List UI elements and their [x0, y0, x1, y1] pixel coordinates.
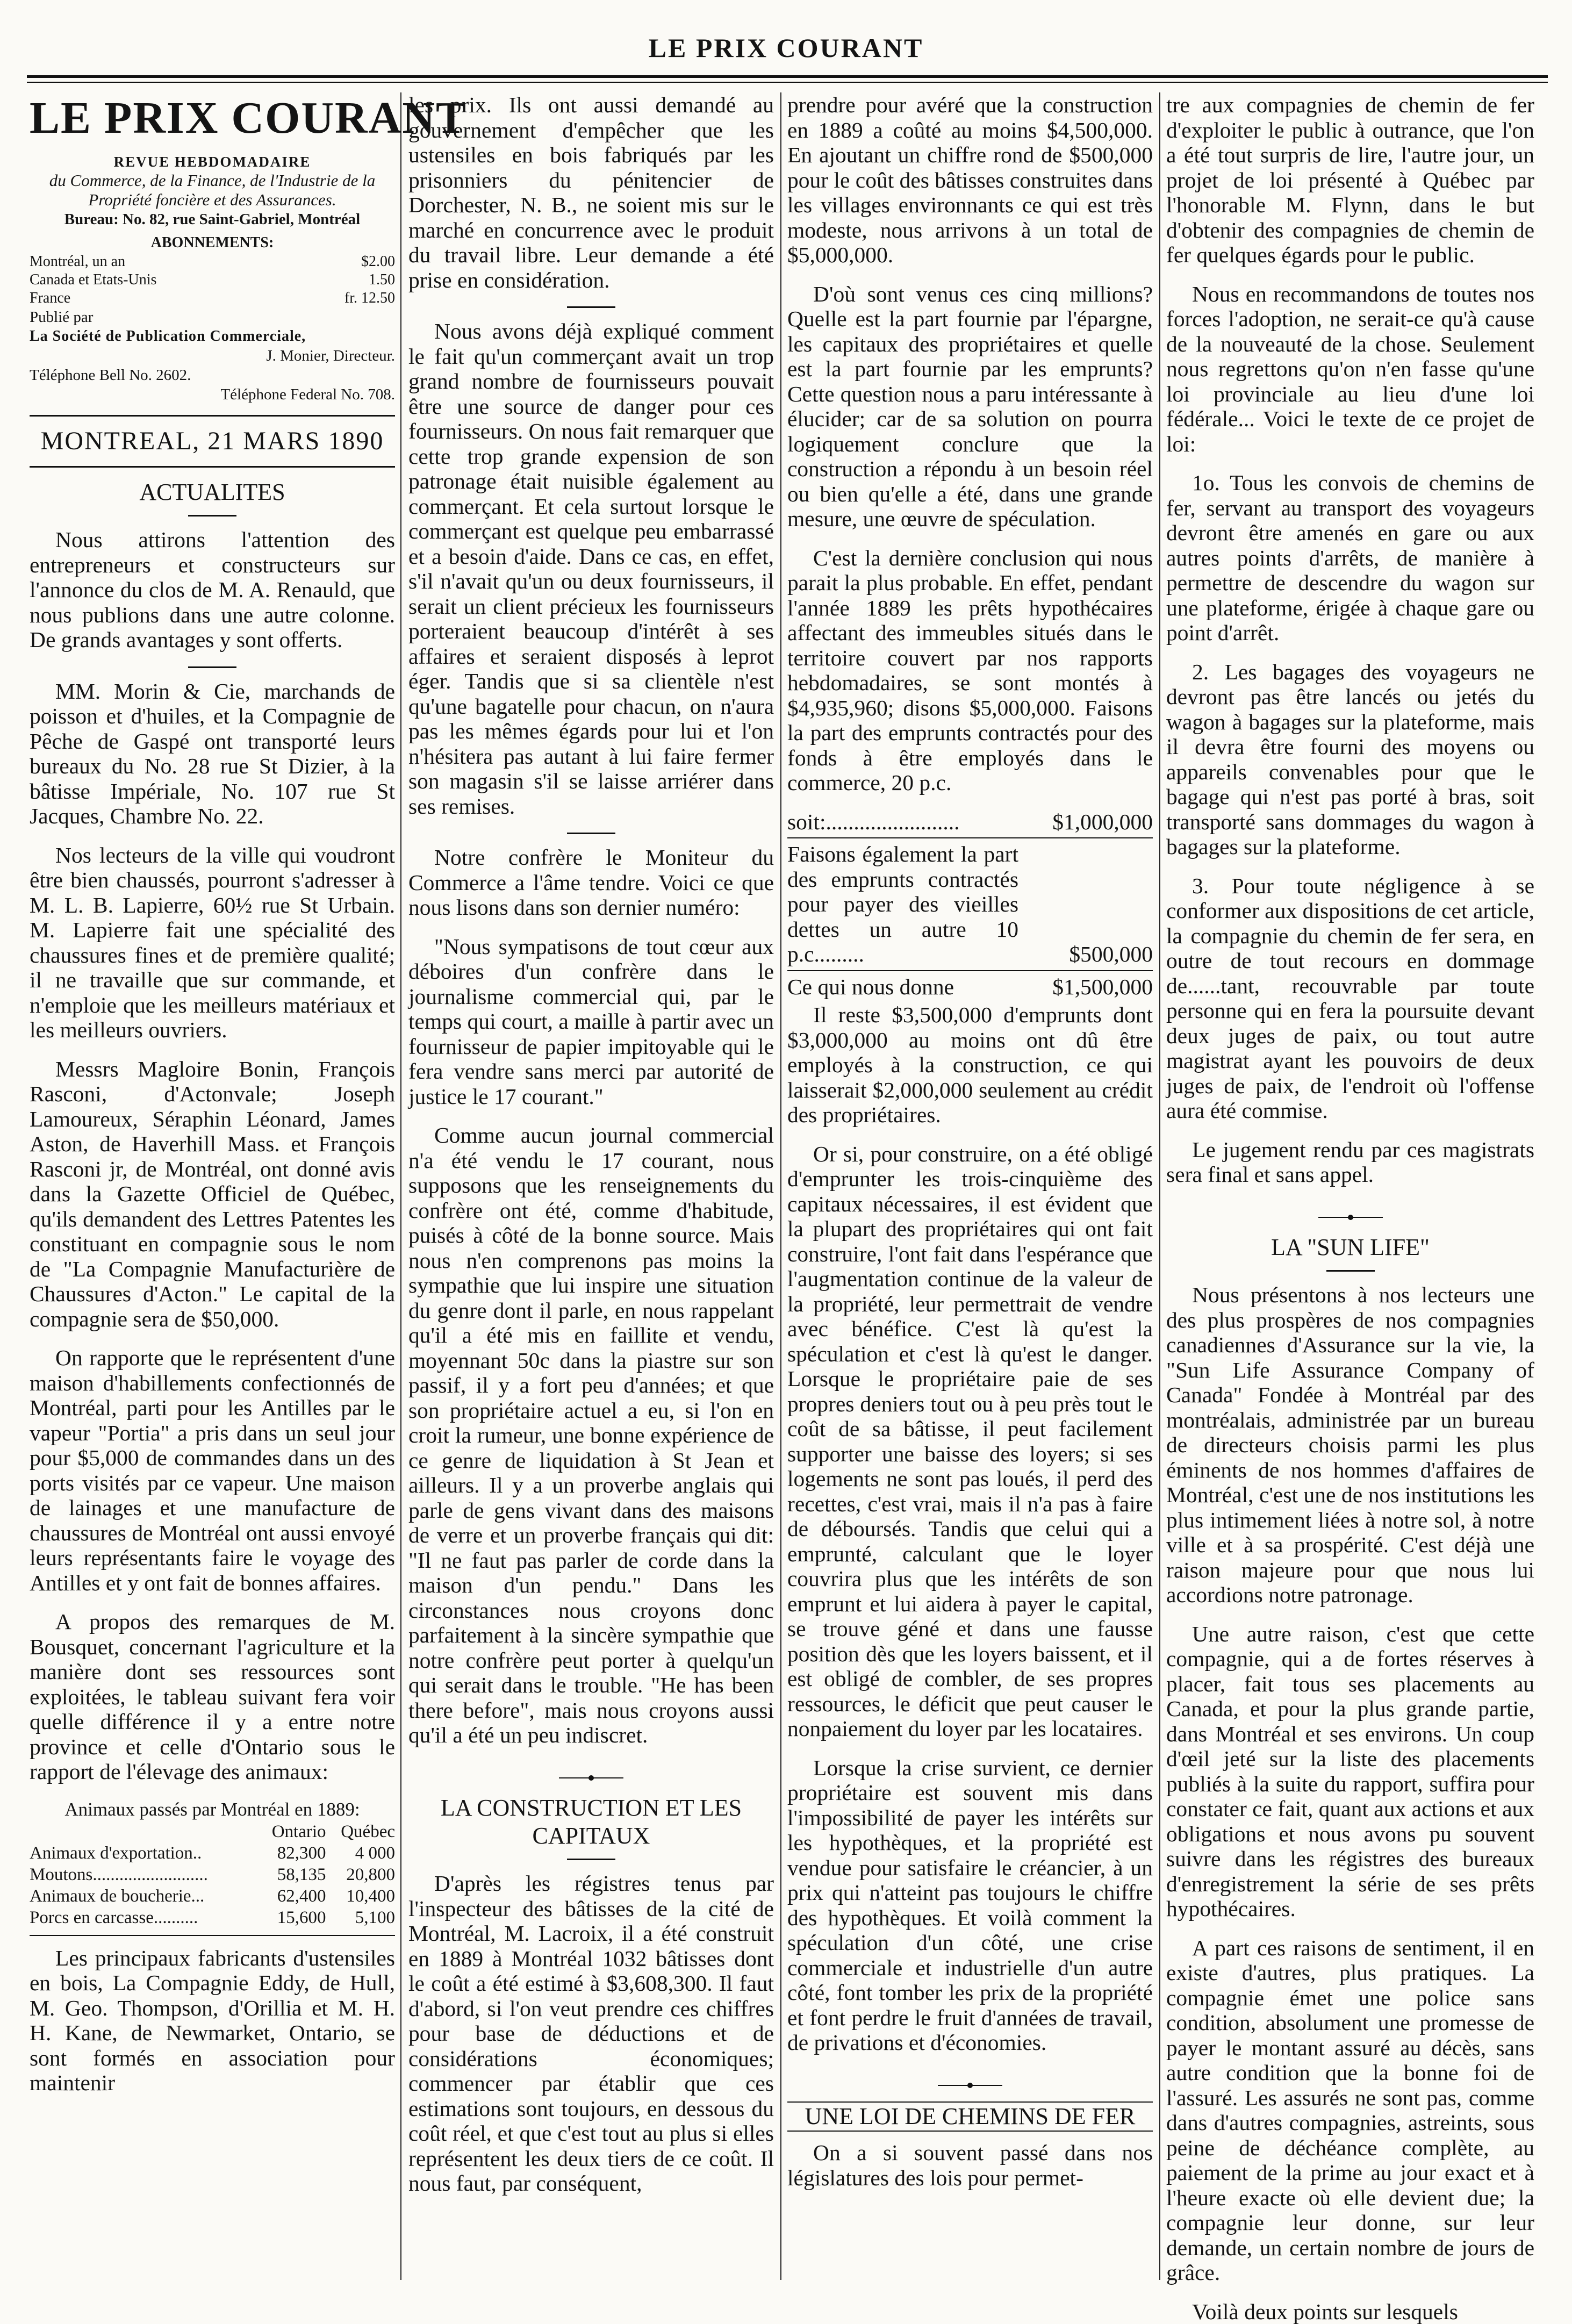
- director-name: J. Monier, Directeur.: [30, 346, 395, 365]
- paragraph: D'où sont venus ces cinq millions? Quelle est la part fournie par l'épargne, les capitaux des propriétaires et quelle est la part fournie par les emprunts? Cette question nous a paru intéressante à élucider; car de sa solution on pourra logiquement conclure que la construction a répondu à un besoin réel ou bien qu'elle a été, dans une grande mesure, une œuvre de spéculation.: [787, 282, 1153, 532]
- paragraph: les prix. Ils ont aussi demandé au gouvernement d'empêcher que les ustensiles en bois fabriqués par les prisonniers du pénitencier de Dorchester, N. B., ne soient mis sur le marché en concurrence avec le produit du travail libre. Leur demande a été prise en considération.: [408, 92, 774, 292]
- table-cell: Porcs en carcasse..........: [30, 1907, 257, 1928]
- paragraph: Or si, pour construire, on a été obligé d'emprunter les trois-cinquième des capitaux nécessaires, il est évident que la plupart des propriétaires qui ont fait construire, l'ont fait dans l'espérance que l'augmentation continue de la valeur de la propriété, leur permettrait de vendre avec bénéfice. C'est là qu'est la spéculation et c'est là qu'est le danger. Lorsque le propriétaire paie de ses propres deniers tout ou à peu près tout le coût de sa bâtisse, il peut facilement supporter une baisse des loyers; si ses logements ne sont pas loués, il perd des recettes, c'est vrai, mais il n'a pas à faire de déboursés. Tandis que celui qui a emprunté, calculant que le loyer couvrira plus que les intérêts de son emprunt et lui aidera à payer le capital, se trouve géné et dans une fausse position dès que les loyers baissent, et il est obligé de combler, de ses propres ressources, le déficit que peut causer le nonpaiement du loyer par les locataires.: [787, 1142, 1153, 1741]
- ledger-label: Ce qui nous donne: [787, 974, 954, 1000]
- table-cell: 20,800: [326, 1864, 395, 1885]
- ledger-value: $500,000: [1069, 942, 1153, 967]
- paragraph: On a si souvent passé dans nos législatures des lois pour permet-: [787, 2140, 1153, 2190]
- subscription-price: $2.00: [361, 253, 395, 271]
- masthead-title: LE PRIX COURANT: [30, 92, 395, 144]
- table-cell: 5,100: [326, 1907, 395, 1928]
- table-cell: Animaux d'exportation..: [30, 1842, 257, 1864]
- paragraph: Nous attirons l'attention des entrepreneurs et constructeurs sur l'annonce du clos de M. A. Renauld, que nous publions dans une autre colonne. De grands avantages y sont offerts.: [30, 527, 395, 652]
- column-2: [408, 92, 774, 2280]
- phone-federal: Téléphone Federal No. 708.: [30, 385, 395, 404]
- ledger-value: $1,000,000: [1052, 809, 1153, 835]
- phone-bell: Téléphone Bell No. 2602.: [30, 365, 395, 385]
- paragraph: A propos des remarques de M. Bousquet, concernant l'agriculture et la manière dont ses ressources sont exploitées, le tableau suivant fera voir quelle différence il y a entre notre province et celle d'Ontario sous le rapport de l'élevage des animaux:: [30, 1609, 395, 1784]
- paragraph: Il reste $3,500,000 d'emprunts dont $3,000,000 au moins ont dû être employés à la construction, ce qui laisserait $2,000,000 seulement au crédit des propriétaires.: [787, 1002, 1153, 1128]
- paragraph: Nos lecteurs de la ville qui voudront être bien chaussés, pourront s'adresser à M. L. B. Lapierre, 60½ rue St Urbain. M. Lapierre fait une spécialité des chaussures fines et de première qualité; il ne travaille que sur commande, et n'emploie que les meilleurs matériaux et les meilleurs ouvriers.: [30, 843, 395, 1043]
- table-cell: 58,135: [257, 1864, 326, 1885]
- subscription-price: fr. 12.50: [344, 289, 395, 307]
- ornament-icon: [559, 1774, 623, 1782]
- ornament-divider: [1166, 1201, 1534, 1226]
- table-cell: 15,600: [257, 1907, 326, 1928]
- paragraph: 1o. Tous les convois de chemins de fer, servant au transport des voyageurs devront être amenés en gare ou aux autres points d'arrêts, de manière à permettre de descendre du wagon sur une plateforme, érigée à chaque gare ou point d'arrêt.: [1166, 470, 1534, 645]
- table-header: Ontario: [257, 1821, 326, 1842]
- paragraph: Comme aucun journal commercial n'a été vendu le 17 courant, nous supposons que les renseignements du confrère ont été, comme d'habitude, puisés à côté de la bonne source. Mais nous n'en comprenons pas moins la sympathie que lui inspire une situation du genre dont il parle, en nous rappelant qu'il a été mis en faillite et vendu, moyennant 50c dans la piastre sur son passif, il y a fort peu d'années; et que son propriétaire actuel a eu, si l'on en croit la rumeur, une bonne expérience de ce genre de liquidation à St Jean et ailleurs. Il y a un proverbe anglais qui parle de gens vivant dans des maisons de verre et un proverbe français qui dit: "Il ne faut pas parler de corde dans la maison d'un pendu." Dans les circonstances nous croyons donc parfaitement à la sincère sympathie que notre confrère peut porter à quelqu'un qui serait dans le trouble. "He has been there before", mais nous croyons aussi qu'il a été un peu indiscret.: [408, 1123, 774, 1748]
- livestock-table: [30, 1821, 395, 1928]
- column-1: [30, 92, 395, 2280]
- ornament-icon: [1318, 1214, 1383, 1221]
- running-head: LE PRIX COURANT: [0, 32, 1572, 63]
- masthead-subtitle: REVUE HEBDOMADAIRE: [30, 153, 395, 171]
- dateline: MONTREAL, 21 MARS 1890: [30, 415, 395, 468]
- paragraph: "Nous sympatisons de tout cœur aux déboires d'un confrère dans le journalisme commercial qui, par le temps qui court, a maille à partir avec un fournisseur de papier impitoyable qui le fera vendre sans merci par autorité de justice le 17 courant.": [408, 934, 774, 1109]
- paragraph: A part ces raisons de sentiment, il en existe d'autres, plus pratiques. La compagnie émet une police sans condition, absolument une promesse de payer le montant assuré au décès, sans autre condition que la bonne foi de l'assuré. Les assurés ne sont pas, comme dans d'autres compagnies, astreints, sous peine de déchéance complète, au paiement de la prime au jour exact et à l'heure exacte où elle devient due; la compagnie leur donne, sur leur demande, un certain nombre de jours de grâce.: [1166, 1935, 1534, 2285]
- table-cell: 82,300: [257, 1842, 326, 1864]
- paragraph: prendre pour avéré que la construction en 1889 a coûté au moins $4,500,000. En ajoutant un chiffre rond de $500,000 pour le coût des bâtisses construites dans les villages environnants ce qui est très modeste, nous arrivons à un total de $5,000,000.: [787, 92, 1153, 268]
- subscription-place: Canada et Etats-Unis: [30, 271, 156, 289]
- section-heading: ACTUALITES: [30, 478, 395, 506]
- ledger-label: Faisons également la part des emprunts contractés pour payer des vieilles dettes un autre 10 p.c.........: [787, 842, 1018, 967]
- subscriptions-heading: ABONNEMENTS:: [30, 233, 395, 253]
- column-divider: [400, 92, 401, 2280]
- section-heading: LA "SUN LIFE": [1166, 1233, 1534, 1261]
- column-divider: [1159, 92, 1160, 2280]
- ledger-value: $1,500,000: [1052, 974, 1153, 1000]
- masthead-bureau: Bureau: No. 82, rue Saint-Gabriel, Montréal: [30, 210, 395, 229]
- paragraph: Nous en recommandons de toutes nos forces l'adoption, ne serait-ce qu'à cause de la nouveauté de la chose. Seulement nous regrettons qu'on n'en fasse qu'une loi provinciale au lieu d'une loi fédérale... Voici le texte de ce projet de loi:: [1166, 282, 1534, 457]
- paragraph: Messrs Magloire Bonin, François Rasconi, d'Actonvale; Joseph Lamoureux, Séraphin Léonard, James Aston, de Haverhill Mass. et François Rasconi jr, de Montréal, ont donné avis dans la Gazette Officiel de Québec, qu'ils demandent des Lettres Patentes les constituant en compagnie sous le nom de "La Compagnie Manufacturière de Chaussures d'Acton." Le capital de la compagnie sera de $50,000.: [30, 1057, 395, 1332]
- paragraph: tre aux compagnies de chemin de fer d'exploiter le public à outrance, que l'on a été tout surpris de lire, l'autre jour, un projet de loi présenté à Québec par l'honorable M. Flynn, dans le but d'obtenir des compagnies de chemin de fer quelques égards pour le public.: [1166, 92, 1534, 268]
- table-row: [30, 1885, 395, 1907]
- paragraph: Lorsque la crise survient, ce dernier propriétaire est souvent mis dans l'impossibilité de payer les intérêts sur les hypothèques, et la propriété est vendue pour satisfaire le créancier, à un prix qui n'atteint pas toujours le chiffre des hypothèques. Et voilà comment la spéculation d'un côté, une crise commerciale et industrielle d'un autre côté, font tomber les prix de la propriété et font perdre le fruit d'années de travail, de privations et d'économies.: [787, 1755, 1153, 2055]
- column-3: [787, 92, 1153, 2280]
- item-separator: [188, 666, 236, 668]
- column-divider: [780, 92, 781, 2280]
- paragraph: Voilà deux points sur lesquels: [1166, 2299, 1534, 2324]
- paragraph: 3. Pour toute négligence à se conformer aux dispositions de cet article, la compagnie du chemin de fer sera, en outre de tout recours en dommage de......tant, recouvrable par toute personne qui en fera la poursuite devant deux juges de paix, ou tout autre magistrat ayant les pouvoirs de deux juges de paix, de l'endroit où l'offense aura été commise.: [1166, 873, 1534, 1123]
- subscription-row: [30, 271, 395, 289]
- table-cell: Moutons..........................: [30, 1864, 257, 1885]
- table-header: Québec: [326, 1821, 395, 1842]
- section-separator: [1326, 1270, 1375, 1272]
- table-cell: 62,400: [257, 1885, 326, 1907]
- paragraph: Le jugement rendu par ces magistrats sera final et sans appel.: [1166, 1137, 1534, 1187]
- section-separator: [188, 515, 236, 517]
- ledger-label: soit:........................: [787, 809, 960, 835]
- stats-caption: Animaux passés par Montréal en 1889:: [30, 1798, 395, 1821]
- table-cell: 4 000: [326, 1842, 395, 1864]
- section-separator: [567, 1859, 615, 1860]
- paragraph: Nous avons déjà expliqué comment le fait qu'un commerçant avait un trop grand nombre de fournisseurs pouvait être une source de danger pour ces fournisseurs. On nous fait remarquer que cette trop grande expension de son patronage était nuisible également au commerçant. Et cela surtout lorsque le commerçant est quelque peu embarrassé et a besoin d'aide. Dans ce cas, en effet, s'il n'avait qu'un ou deux fournisseurs, il serait un client précieux les fournisseurs porteraient beaucoup d'intérêt à ses affaires et seraient disposés à leprot éger. Tandis que si sa clientèle n'est qu'une bagatelle pour chacun, on n'aura pas les mêmes égards pour lui et l'on n'hésitera pas autant à lui faire fermer son magasin s'il se laisse arriérer dans ses remises.: [408, 319, 774, 819]
- paragraph: Nous présentons à nos lecteurs une des plus prospères de nos compagnies canadiennes d'Assurance sur la vie, la "Sun Life Assurance Company of Canada" Fondée à Montréal par des montréalais, administrée par un bureau de directeurs choisis parmi les plus éminents de nos hommes d'affaires de Montréal, c'est une de nos institutions les plus intimement liées à notre sol, à notre ville et à sa prospérité. C'est déjà une raison majeure pour que nous lui accordions notre patronage.: [1166, 1282, 1534, 1608]
- header-rule: [27, 75, 1548, 78]
- subscription-place: Montréal, un an: [30, 253, 125, 271]
- ornament-divider: [408, 1762, 774, 1787]
- table-cell: 10,400: [326, 1885, 395, 1907]
- paragraph: C'est la dernière conclusion qui nous parait la plus probable. En effet, pendant l'année 1889 les prêts hypothécaires affectant des immeubles situés dans le territoire couvert par nos rapports hebdomadaires, se sont montés à $4,935,960; disons $5,000,000. Faisons la part des emprunts contractés pour des fonds à être employés dans le commerce, 20 p.c.: [787, 546, 1153, 795]
- publisher-name: La Société de Publication Commerciale,: [30, 327, 395, 346]
- header-rule-thin: [27, 82, 1548, 83]
- section-heading: UNE LOI DE CHEMINS DE FER: [787, 2101, 1153, 2132]
- table-row: [30, 1864, 395, 1885]
- paragraph: Notre confrère le Moniteur du Commerce a l'âme tendre. Voici ce que nous lisons dans son dernier numéro:: [408, 845, 774, 920]
- paragraph: On rapporte que le représentent d'une maison d'habillements confectionnés de Montréal, parti pour les Antilles par le vapeur "Portia" a pris dans un seul jour pour $5,000 de commandes dans un des ports visités par ce vapeur. Une maison de lainages et une manufacture de chaussures de Montréal ont aussi envoyé leurs représentants faire le voyage des Antilles et y ont fait de bonnes affaires.: [30, 1345, 395, 1595]
- paragraph: Une autre raison, c'est que cette compagnie, qui a de fortes réserves à placer, fait tous ses placements au Canada, et pour la plus grande partie, dans Montréal et ses environs. Un coup d'œil jeté sur la liste des placements publiés à la suite du rapport, suffira pour constater ce fait, quant aux actions et aux obligations et nous avons pu souvent suivre dans les régistres des bureaux d'enregistrement la série de ses prêts hypothécaires.: [1166, 1622, 1534, 1921]
- table-row: [30, 1842, 395, 1864]
- paragraph: D'après les régistres tenus par l'inspecteur des bâtisses de la cité de Montréal, M. Lacroix, il a été construit en 1889 à Montréal 1032 bâtisses dont le coût a été estimé à $3,608,300. Il faut d'abord, si l'on veut prendre ces chiffres pour base de déductions et de considérations économiques; commencer par établir que ces estimations sont toujours, en dessous du coût réel, et que c'est tout au plus si elles représentent les deux tiers de ce coût. Il nous faut, par conséquent,: [408, 1871, 774, 2196]
- paragraph: Les principaux fabricants d'ustensiles en bois, La Compagnie Eddy, de Hull, M. Geo. Thompson, d'Orillia et M. H. H. Kane, de Newmarket, Ontario, se sont formés en association pour maintenir: [30, 1946, 395, 2096]
- table-header: [30, 1821, 257, 1842]
- paragraph: MM. Morin & Cie, marchands de poisson et d'huiles, et la Compagnie de Pêche de Gaspé ont transporté leurs bureaux du No. 28 rue St Dizier, à la bâtisse Impériale, No. 107 rue St Jacques, Chambre No. 22.: [30, 679, 395, 829]
- ledger-row: [787, 837, 1153, 971]
- subscription-row: [30, 289, 395, 307]
- paragraph: 2. Les bagages des voyageurs ne devront pas être lancés ou jetés du wagon à bagages sur la plateforme, mais il devra être fourni des moyens ou appareils convenables pour que le bagage qui n'est pas porté à bras, soit transporté sans dommages du wagon à bagages sur la plateforme.: [1166, 659, 1534, 859]
- subscription-place: France: [30, 289, 70, 307]
- ledger-row: [787, 974, 1153, 1000]
- table-row: [30, 1907, 395, 1928]
- table-header-row: [30, 1821, 395, 1842]
- item-separator: [567, 306, 615, 308]
- ornament-divider: [787, 2069, 1153, 2095]
- publisher-label: Publié par: [30, 307, 395, 327]
- table-rule: [30, 1935, 395, 1936]
- section-heading: LA CONSTRUCTION ET LES CAPITAUX: [408, 1794, 774, 1850]
- item-separator: [567, 833, 615, 834]
- ornament-icon: [938, 2082, 1002, 2089]
- loan-ledger: [787, 809, 1153, 1000]
- ledger-row: [787, 809, 1153, 835]
- column-4: [1166, 92, 1534, 2280]
- subscription-row: [30, 253, 395, 271]
- masthead-tagline: du Commerce, de la Finance, de l'Industrie de la Propriété foncière et des Assurances.: [30, 171, 395, 210]
- subscription-price: 1.50: [369, 271, 395, 289]
- table-cell: Animaux de boucherie...: [30, 1885, 257, 1907]
